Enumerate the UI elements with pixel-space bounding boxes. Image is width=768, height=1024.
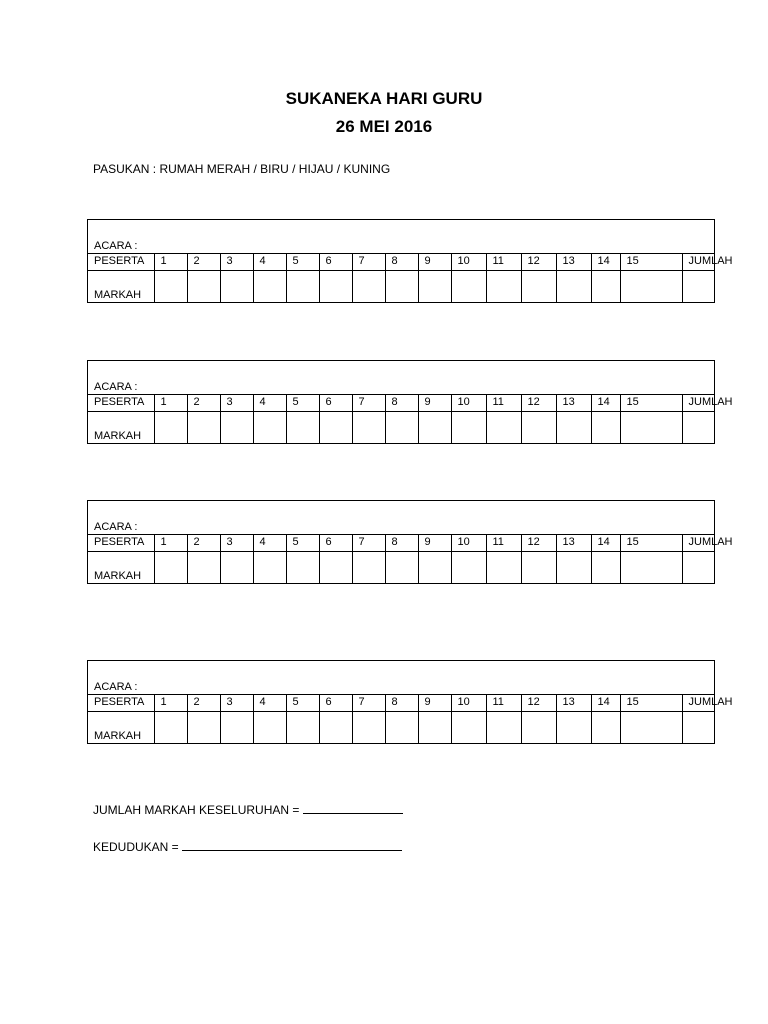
markah-cell[interactable] [620,270,682,302]
markah-cell[interactable] [253,711,286,743]
markah-cell[interactable] [187,411,220,443]
peserta-label: PESERTA [88,254,154,270]
markah-cell[interactable] [591,270,620,302]
markah-cell[interactable] [385,551,418,583]
markah-cell[interactable] [591,411,620,443]
participant-number: 15 [620,695,682,711]
markah-cell[interactable] [220,551,253,583]
participant-number: 4 [253,395,286,411]
markah-cell[interactable] [620,551,682,583]
participant-number: 6 [319,535,352,551]
peserta-markah-table [88,535,733,583]
score-table [87,219,733,303]
markah-label: MARKAH [94,570,142,582]
jumlah-markah-label: JUMLAH MARKAH KESELURUHAN = [93,803,303,817]
markah-cell[interactable] [352,411,385,443]
markah-cell[interactable] [385,411,418,443]
jumlah-label: JUMLAH [682,254,714,270]
participant-number: 1 [154,395,187,411]
markah-cell[interactable] [556,711,591,743]
participant-number: 14 [591,535,620,551]
jumlah-markah-blank[interactable] [303,801,403,814]
markah-cell[interactable] [352,711,385,743]
participant-number: 13 [556,395,591,411]
markah-cell[interactable] [220,270,253,302]
score-table [87,360,733,444]
participant-number: 5 [286,695,319,711]
markah-label: MARKAH [94,289,142,301]
jumlah-cell[interactable] [682,711,714,743]
markah-row [88,551,714,583]
participant-number: 5 [286,395,319,411]
markah-cell[interactable] [385,270,418,302]
markah-cell[interactable] [319,411,352,443]
markah-cell[interactable] [451,551,486,583]
participant-number: 14 [591,395,620,411]
markah-cell[interactable] [187,270,220,302]
markah-cell[interactable] [418,551,451,583]
markah-cell[interactable] [418,270,451,302]
participant-number: 10 [451,695,486,711]
participant-number: 1 [154,254,187,270]
participant-number: 13 [556,254,591,270]
markah-cell[interactable] [286,551,319,583]
jumlah-label: JUMLAH [682,535,714,551]
markah-cell[interactable] [418,411,451,443]
markah-cell[interactable] [486,411,521,443]
participant-number: 2 [187,254,220,270]
markah-row [88,411,714,443]
participant-number: 6 [319,395,352,411]
score-table [87,660,733,744]
participant-number: 2 [187,535,220,551]
markah-cell[interactable] [319,270,352,302]
markah-cell[interactable] [486,711,521,743]
participant-number: 15 [620,254,682,270]
kedudukan-label: KEDUDUKAN = [93,840,183,854]
peserta-label: PESERTA [88,395,154,411]
participant-number: 14 [591,695,620,711]
peserta-label: PESERTA [88,535,154,551]
markah-cell[interactable] [220,411,253,443]
markah-row [88,270,714,302]
participant-number: 5 [286,254,319,270]
participant-number: 1 [154,695,187,711]
participant-number: 11 [486,254,521,270]
markah-cell[interactable] [591,711,620,743]
markah-cell[interactable] [521,711,556,743]
markah-cell[interactable] [319,551,352,583]
markah-cell[interactable] [154,270,187,302]
jumlah-label: JUMLAH [682,695,714,711]
participant-number: 9 [418,695,451,711]
markah-label-cell [88,711,154,743]
peserta-markah-table [88,254,733,302]
participant-number: 8 [385,254,418,270]
markah-cell[interactable] [486,551,521,583]
participant-number: 10 [451,395,486,411]
participant-number: 7 [352,254,385,270]
participant-number: 4 [253,254,286,270]
participant-number: 11 [486,535,521,551]
markah-cell[interactable] [154,411,187,443]
markah-cell[interactable] [556,411,591,443]
markah-cell[interactable] [486,270,521,302]
peserta-row [88,395,714,411]
pasukan-line: PASUKAN : RUMAH MERAH / BIRU / HIJAU / KUNING [93,162,391,176]
participant-number: 7 [352,695,385,711]
acara-label: ACARA : [94,681,138,693]
markah-cell[interactable] [620,411,682,443]
participant-number: 4 [253,535,286,551]
acara-row[interactable] [88,661,714,695]
participant-number: 12 [521,395,556,411]
participant-number: 6 [319,254,352,270]
peserta-row [88,254,714,270]
participant-number: 11 [486,395,521,411]
kedudukan-blank[interactable] [182,838,402,851]
markah-cell[interactable] [220,711,253,743]
score-table [87,500,733,584]
markah-cell[interactable] [154,551,187,583]
participant-number: 9 [418,535,451,551]
markah-cell[interactable] [385,711,418,743]
participant-number: 9 [418,395,451,411]
participant-number: 13 [556,535,591,551]
markah-cell[interactable] [352,270,385,302]
markah-row [88,711,714,743]
participant-number: 15 [620,535,682,551]
markah-cell[interactable] [253,551,286,583]
markah-label-cell [88,270,154,302]
markah-cell[interactable] [253,411,286,443]
peserta-label: PESERTA [88,695,154,711]
participant-number: 2 [187,395,220,411]
participant-number: 3 [220,695,253,711]
markah-cell[interactable] [521,551,556,583]
markah-cell[interactable] [591,551,620,583]
acara-row[interactable] [88,220,714,254]
participant-number: 8 [385,695,418,711]
peserta-markah-table [88,395,733,443]
participant-number: 10 [451,535,486,551]
participant-number: 14 [591,254,620,270]
jumlah-cell[interactable] [682,270,714,302]
peserta-markah-table [88,695,733,743]
peserta-row [88,535,714,551]
acara-row[interactable] [88,361,714,395]
markah-cell[interactable] [286,270,319,302]
participant-number: 4 [253,695,286,711]
markah-cell[interactable] [521,270,556,302]
jumlah-cell[interactable] [682,411,714,443]
kedudukan-line [93,838,402,854]
participant-number: 2 [187,695,220,711]
markah-cell[interactable] [352,551,385,583]
acara-label: ACARA : [94,381,138,393]
participant-number: 11 [486,695,521,711]
markah-label: MARKAH [94,730,142,742]
markah-label: MARKAH [94,430,142,442]
acara-row[interactable] [88,501,714,535]
markah-label-cell [88,551,154,583]
markah-cell[interactable] [187,711,220,743]
participant-number: 10 [451,254,486,270]
participant-number: 1 [154,535,187,551]
participant-number: 3 [220,254,253,270]
markah-cell[interactable] [286,411,319,443]
acara-label: ACARA : [94,521,138,533]
participant-number: 15 [620,395,682,411]
markah-cell[interactable] [451,270,486,302]
participant-number: 5 [286,535,319,551]
markah-cell[interactable] [418,711,451,743]
document-title: SUKANEKA HARI GURU [285,89,483,108]
markah-cell[interactable] [451,711,486,743]
markah-cell[interactable] [319,711,352,743]
participant-number: 13 [556,695,591,711]
participant-number: 6 [319,695,352,711]
markah-cell[interactable] [253,270,286,302]
markah-cell[interactable] [286,711,319,743]
markah-label-cell [88,411,154,443]
participant-number: 3 [220,535,253,551]
markah-cell[interactable] [556,270,591,302]
markah-cell[interactable] [187,551,220,583]
markah-cell[interactable] [521,411,556,443]
participant-number: 12 [521,695,556,711]
acara-label: ACARA : [94,240,138,252]
markah-cell[interactable] [556,551,591,583]
participant-number: 3 [220,395,253,411]
document-date: 26 MEI 2016 [335,117,433,136]
jumlah-label: JUMLAH [682,395,714,411]
markah-cell[interactable] [451,411,486,443]
participant-number: 7 [352,395,385,411]
jumlah-markah-line [93,801,403,817]
participant-number: 8 [385,535,418,551]
participant-number: 8 [385,395,418,411]
peserta-row [88,695,714,711]
markah-cell[interactable] [154,711,187,743]
participant-number: 12 [521,535,556,551]
markah-cell[interactable] [620,711,682,743]
participant-number: 9 [418,254,451,270]
jumlah-cell[interactable] [682,551,714,583]
participant-number: 7 [352,535,385,551]
participant-number: 12 [521,254,556,270]
